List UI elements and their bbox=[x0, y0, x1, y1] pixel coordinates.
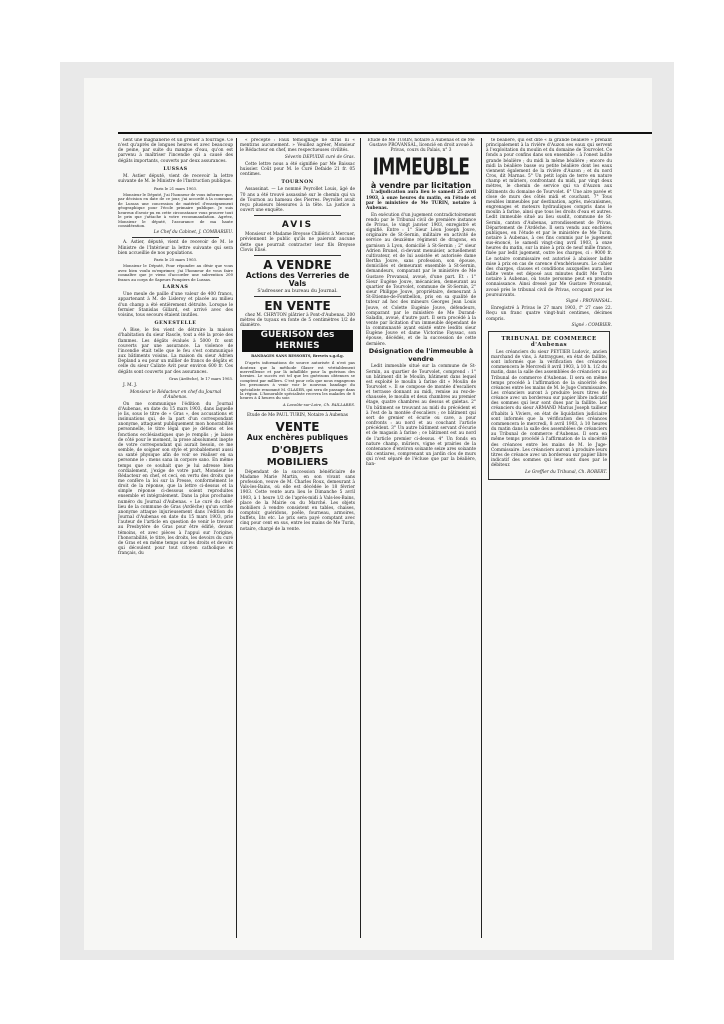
column-2 bbox=[240, 138, 355, 938]
hernies-title: GUERISON des HERNIES bbox=[242, 330, 353, 352]
avis-title: AVIS bbox=[281, 220, 314, 231]
paragraph: En exécution d'un jugement contradictoirement rendu par le Tribunal civil de première instance de Privas, le vingt janvier 1903, enregistré et signifié. Entre : 1° Sieur Léon Joseph Jouve, originaire de St-Sernin, militaire en activité de service au deuxième régiment de dragons, en garnison à Lyon, domicilié à St-Sernin ; 2° sieur Adrien Brunel, ci-devant menuisier, actuellement cultivateur, et de lui assistée et autorisée dame Bertha Jouve, sans profession, son épouse, domiciliés et demeurant ensemble à St-Sernin, demandeurs, comparant par le ministère de Me Gustave Provansal, avoué, d'une part. Et : 1° Sieur Eugène Jouve, mécanicien, demeurant au quartier de Tourvolet, commune de St-Sernin, 2° sieur Philippe Jouve, propriétaire, demeurant à St-Etienne-de-Fontbellon, pris en sa qualité de tuteur ad hoc des mineurs Georges Jean Louis Jouve, et Colette Eugénie Jouve, défendeurs, comparant par le ministère de Me Durand-Saladin, avoué, d'autre part. Il sera procédé à la vente par licitation d'un immeuble dépendant de la communauté ayant existé entre lesdits sieur Eugène Jouve et dame Victorine Fayssac, son épouse, décédés, et de la succession de cette dernière. bbox=[366, 212, 476, 347]
paragraph: chez M. CHRYTON plâtrier à Pont-d'Aubenas. 200 mètres de tuyaux en fonte de 5 centimètres 1/2 de diamètre. bbox=[240, 313, 355, 329]
paragraph: Cette lettre nous a été signifiée par Me Baissac huissier. Coût pour M. le Curé Defaide 21 fr. 05 centimes. bbox=[240, 161, 355, 178]
paragraph: M. Astier député, vient de recevoir la lettre suivante de M. le Ministre de l'Instruction publique. bbox=[118, 173, 233, 185]
vente-subtitle: Aux enchères publiques bbox=[246, 432, 349, 442]
notary-header: Etude de Me TURIN, notaire à Aubenas et de Me Gustave PROVANSAL, licencié en droit avoué à Privas, cours du Palais, n° 3 bbox=[367, 138, 475, 154]
immeuble-subtitle: à vendre par licitation bbox=[370, 181, 472, 191]
vendre-note: S'adresser au bureau du Journal. bbox=[257, 288, 338, 294]
signature: Le Chef du Cabinet, J. COMBARIEU. bbox=[153, 230, 233, 236]
paragraph: A Bise, le feu vient de détruire la maison d'habitation du sieur Rascle, tout a été la proie des flammes. Les dégâts évalués à 5000 fr. sont couverts par une assurance. La violence de l'incendie était telle que le feu s'est communiqué aux bâtiments voisins. La maison du sieur Adrien Depland a eu pour un millier de francs de dégâts et celle du sieur Calixte Avit pour environ 600 fr. Ces dégâts sont couverts par des assurances. bbox=[118, 328, 233, 375]
paragraph: Les créanciers du sieur PEYTIER Ludovic, ancien marchand de vins, à Antraygues, en état de faillite, sont informés que la vérification des créances commencera le Mercredi 8 avril 1903, à 10 h. 1/2 du matin, dans la salle des assemblées de créanciers au Tribunal de commerce d'Aubenas. Il sera en même temps procédé à l'affirmation de la sincérité des créances entre les mains de M. le Juge Commissaire. Les créanciers auront à produire leurs titres de créance avec un bordereau sur papier libre indicatif des sommes qui leur sont dues par la faillite. Les créanciers du sieur ARMAND Marius Joseph tailleur d'habits à Viviers, en état de liquidation judiciaire sont informés que la vérification des créances commencera le mercredi, 8 avril 1903, à 10 heures du matin dans la salle des assemblées de créanciers au Tribunal de commerce d'Aubenas. Il sera en même temps procédé à l'affirmation de la sincérité des créances entre les mains de M. le Juge-Commissaire. Les créanciers auront à produire leurs titres de créance avec un bordereau sur papier libre indicatif des sommes qui leur sont dues par le débiteur. bbox=[491, 349, 607, 469]
signature: Séverin DEPUIDE curé de Gras. bbox=[284, 155, 355, 161]
salutation: Monsieur le Rédacteur en chef du Journal d'Aubenas. bbox=[129, 389, 222, 400]
paragraph: Enregistré à Privas le 27 mars 1903, f° 27 case 22. Reçu un franc quatre vingt-huit centimes, décimes compris. bbox=[486, 306, 612, 322]
en-vente-title: EN VENTE bbox=[264, 299, 331, 313]
paragraph: Assassinat. — Le nommé Peyrollet Louis, âgé de 70 ans a été trouvé assassiné sur le chemin qui va de Tournon au hameau des Pierres. Peyrollet avait reçu plusieurs blessures à la tête. La justice a ouvert une enquête. bbox=[240, 187, 355, 214]
column-divider bbox=[481, 138, 482, 938]
dateline: Gras (Ardèche), le 17 mars 1903. bbox=[168, 376, 233, 382]
signature: Signé : COMBIER. bbox=[571, 323, 612, 329]
letter: Monsieur le Député, Pour répondre au désir que vous avez bien voulu m'exprimer, j'ai l'honneur de vous faire connaître que je viens d'accorder une subvention 200 francs au corps de Sapeurs Pompiers de Lussas. bbox=[118, 263, 233, 282]
designation-title: Désignation de l'immeuble à vendre bbox=[368, 347, 474, 363]
adjudication: L'adjudication aura lieu le samedi 25 avril 1903, à onze heures du matin, en l'étude et par le ministère de Me TURIN, notaire à Aubenas. bbox=[366, 190, 476, 211]
section-title-larnas: LARNAS bbox=[162, 284, 189, 291]
divider bbox=[254, 255, 341, 256]
paragraph: te béalière, qui est dite « la grande béalière » prenant principalement à la rivière d'Auzon ses eaux qui servent à l'exploitation du moulin et du domaine de Tourvolet. Ce fonds a pour confins dans son ensemble : à l'onest ladite grande béalière ; du midi la même béalière ; encore du midi la béalière basse ou petite béalière dont les eaux viennent également de la rivière d'Auzon ; et du nord Cros, dit Marnas. 5° Un petit lopin de terre en nature champ et mûriers, confrontant du midi, par vingt deux mètres, le chemin de service qui va d'Auzon aux bâtiments du domaine de Tourvolet. 6° Une aire pavée et close de murs des côtés midi et couchant. 7° Tous meubles immeubles par destination, agrès, mécanismes, engrenages et moteurs hydrauliques compris dans le moulin à farine, ainsi que tous les droits d'eau et autres. Ledit immeuble situé au lieu susdit, commune de St-Sernin, canton d'Aubenas, arrondissement de Privas, Département de l'Ardèche. Il sera vendu aux enchères publiques, en l'étude et par le ministère de Me Turin, notaire à Aubenas, à ces fins commis par le jugement sus-énoncé, le samedi vingt-cinq avril 1903, à onze heures du matin, sur la mise à prix de neuf mille francs, fixée par ledit jugement, outre les charges, ci : 9000 fr. Le notaire commissaire est autorisé à abaisser ladite mise à prix en cas de carence d'enchérisseurs. Le cahier des charges, clauses et conditions auxquelles aura lieu ladite vente est déposé aux minutes dudit Me Turin notaire à Aubenas, où toute personne peut en prendre connaissance. Ainsi dressé par Me Gustave Provansal, avoué près le tribunal civil de Privas, occupant pour les poursuivants. bbox=[486, 138, 612, 298]
signature: A Lavoûte-sur-Loire, Ch. PAILLARES. bbox=[283, 402, 355, 408]
section-title-tournon: TOURNON bbox=[281, 179, 314, 186]
dateline: Paris le 21 mars 1903. bbox=[153, 185, 198, 191]
divider bbox=[132, 237, 219, 238]
hernies-subtitle: BANDAGES SANS RESSORTS, Brevets s.g.d.g. bbox=[251, 354, 344, 359]
vendre-subtitle: Actions des Verreries de Vals bbox=[245, 270, 350, 288]
divider bbox=[254, 410, 341, 411]
paragraph: Dépendant de la succession bénéficiaire de Madame Marie Martin, en son vivant sans profession, veuve de M. Charles Roux, demeurant à Vals-les-Bains, où elle est décédée le 18 février 1903. Cette vente aura lieu le Dimanche 5 avril 1903, à 1 heure 1/2 de l'après-midi à Vals-les-Bains, place de la Mairie ou du Marché. Les objets mobiliers à vendre consistent en tables, chaises, comptoir, guéridons, poêle, fourneau, armoires, buffets, lits etc. Le prix sera payé comptant avec cinq pour cent en sus, entre les mains de Me Turin, notaire, chargé de la vente. bbox=[240, 469, 355, 532]
column-4 bbox=[486, 138, 612, 938]
section-title-lussas: LUSSAS bbox=[163, 165, 188, 172]
letter: On me communique l'édition du Journal d'Aubenas, en date du 15 mars 1903, dans laquelle je lis, sous le titre de « Gras », des accusations et insinuations qui, de la part d'un correspondant anonyme, attaquent publiquement mon honorabilité personnelle, le titre légal que je détiens et les fonctions ecclésiastiques que je remplis ; je laisse de côté pour le moment, la prose absolument inepte de votre correspondant qui aurait besoin, ce me semble, de soigner son style et probablement aussi sa santé physique afin de voir se réaliser en sa personne le : mens sana in corpore sano. En même temps que ce souhait que je lui adresse bien cordialement, j'exige de votre part, Monsieur le Rédacteur en chef, et ceci, en vertu des droits que me confère la loi sur la Presse, conformément le droit de la réponse, que la lettre ci-dessus et la simple réponse ci-dessous soient reproduites ensemble et intégralement. Dans la plus prochaine numéro du Journal d'Aubenas. « Le curé du chef-lieu de la commune de Gras (Ardèche) qu'un scribe anonyme attaque injurieusement dans l'édition du Journal d'Aubenas en date du 15 mars 1903, prie l'auteur de l'article en question de venir le trouver au Presbytère de Gras pour être édifié, devant témoins, et avec pièces à l'appui sur l'origine, l'honorabilité, le titre, les droits, les devoirs du curé de Gras et en même temps sur les droits et devoirs qui découlent pour tout citoyen catholique et français, du bbox=[118, 401, 233, 557]
dateline: Paris le 25 mars 1903. bbox=[153, 257, 198, 263]
paragraph: nent une magnanerie et un grenier à fourrage. Ce n'est qu'après de longues heures et avec beaucoup de peine, par suite du manque d'eau, qu'on est parvenu à maîtriser l'incendie qui a causé des dégâts importants, couverts par deux assurances. bbox=[118, 138, 233, 164]
notary-header: Etude de Me PAUL TURIN, Notaire à Aubenas bbox=[247, 412, 348, 418]
signature: Signé : PROVANSAL. bbox=[565, 299, 612, 305]
column-3 bbox=[366, 138, 476, 938]
paragraph: A. Astier, député, vient de recevoir de M. le Ministre de l'Intérieur la lettre suivante qui sera bien accueillie de nos populations. bbox=[118, 240, 233, 256]
paragraph: Monsieur et Madame Breysse Chilléric à Mercuer, préviennent le public qu'ils ne paieront aucune dette que pourrait contracter leur fils Breysse Clovis Elisé. bbox=[240, 232, 355, 253]
column-divider bbox=[236, 138, 237, 938]
hernies-text: D'après informations de source autorisée il n'est pas douteux que la méthode Glaser est véritablement merveilleuse et par là infaillible pour la guérison des hernies. Le succès est tel que les guérisons obtenues se comptent par milliers. C'est pour cela que nous engageons les personnes à venir voir le nouveau bandage du spécialiste renommé M. GLASER, qui sera de passage dans la région. L'honorable spécialiste recevra les malades de 8 heures à 4 heures du soir. bbox=[240, 360, 355, 401]
vente-objets-title: D'OBJETS MOBILIERS bbox=[266, 444, 329, 468]
column-1 bbox=[118, 138, 233, 938]
top-rule bbox=[118, 132, 652, 134]
paragraph: Ledit immeuble situé sur la commune de St-Sernin, au quartier de Tourvolet, comprend : 1° un bâtiment dit le Moulin, bâtiment dans lequel est exploité le moulin à farine dit « Moulin de Tourvolet ». Il se compose de montée d'escaliers et terrasse donnant au midi, remise au rez-de-chaussée, le moulin et deux chambres au premier étage, quatre chambres au dessus et galetas. 2° Un bâtiment se trouvant au midi du précédent et à l'est de la montée d'escaliers ; ce bâtiment qui sert de grenier et écurie ou cave, a pour confronts : au nord et au couchant l'article précédent. 3° Un autre bâtiment servant d'écurie et de magasin à farine ; ce bâtiment est au nord de l'article premier ci-dessus. 4° Un fonds en nature champ, mûriers, vigne et prairies de la contenance d'environ soixante seize ares soixante dix centiares, comprenant un jardin clos de murs qui n'est séparé de l'écluse que par la béalière, han- bbox=[366, 364, 476, 468]
paragraph: Une meule de paille d'une valeur de 400 francs, appartenant à M. de Lisleroy et placée au milieu d'un champ a été entièrement détruite. Lorsque le fermier Stanislas Gillard, est arrivé avec des voisins, tous secours étaient inutiles. bbox=[118, 292, 233, 318]
paragraph: « précepte : Faux témoignage ne diras ni « mentiras aucunement. » Veuillez agréer, Monsieur le Rédacteur en chef, mes respectueuses civilités. bbox=[240, 138, 355, 154]
divider bbox=[254, 215, 341, 216]
divider bbox=[254, 296, 341, 297]
tribunal-title: TRIBUNAL DE COMMERCE d'Aubenas bbox=[501, 336, 597, 348]
section-title-genestelle: GENESTELLE bbox=[154, 320, 197, 327]
immeuble-title: IMMEUBLE bbox=[372, 154, 470, 182]
column-divider bbox=[360, 138, 361, 938]
vente-title: VENTE bbox=[275, 419, 320, 434]
signature: Le Greffier du Tribunal, Ch. ROBERT. bbox=[525, 469, 607, 475]
letter: Monsieur le Député, J'ai l'honneur de vous informer que, par décision en date de ce jour, j'ai accordé à la commune de Lussas une concession de matériel d'enseignement géographique pour l'école primaire publique. Je suis heureux d'avoir pu en cette circonstance vous prouver tout le prix que j'attache à votre recommandation. Agréez, Monsieur le député, l'assurance de ma haute considération. bbox=[118, 191, 233, 229]
tribunal-notice bbox=[488, 331, 610, 479]
vendre-title: A VENDRE bbox=[263, 257, 332, 272]
letter-header: J. M. J. bbox=[123, 383, 138, 388]
